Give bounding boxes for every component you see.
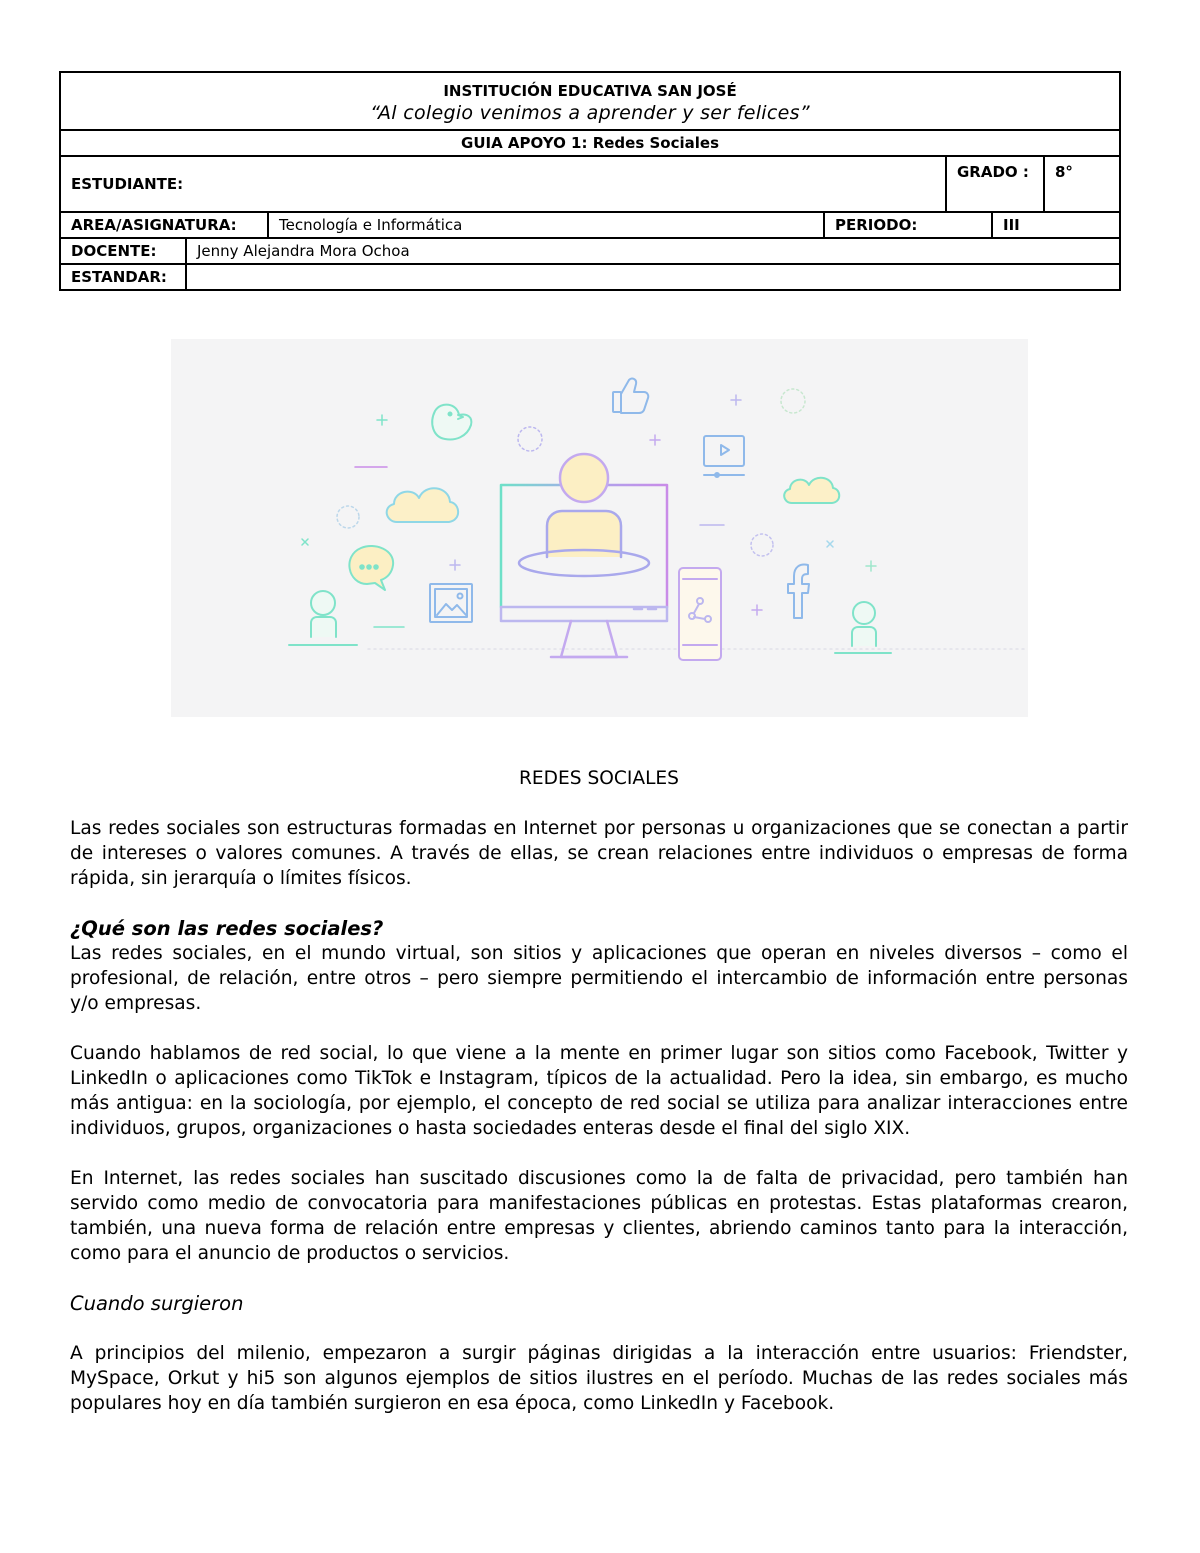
- paragraph-social-network: Cuando hablamos de red social, lo que viene a la mente en primer lugar son sitios como Facebook, Twitter y LinkedIn o aplicaciones como TikTok e Instagram, típicos de la actualidad. Pero la idea, sin embargo, es mucho más antigua: en la sociología, por ejemplo, el concepto de red social se utiliza para analizar interacciones entre individuos, grupos, organizaciones o hasta sociedades enteras desde el final del siglo XIX.: [70, 1043, 1128, 1139]
- question-heading-what: ¿Qué son las redes sociales?: [70, 917, 384, 940]
- user-icon: [289, 591, 357, 645]
- bird-icon: [432, 405, 471, 440]
- paragraph-millennium: A principios del milenio, empezaron a surgir páginas dirigidas a la interacción entre usuarios: Friendster, MySpace, Orkut y hi5 son algunos ejemplos de sitios ilustres en el período. Muchas de las redes sociales más populares hoy en día también surgieron en esa época, como LinkedIn y Facebook.: [70, 1343, 1128, 1414]
- social-media-illustration: [171, 339, 1028, 717]
- motto: “Al colegio venimos a aprender y ser felices”: [370, 102, 810, 124]
- header-table: [59, 71, 1121, 291]
- image-icon: [430, 584, 472, 622]
- paragraph-internet: En Internet, las redes sociales han suscitado discusiones como la de falta de privacidad, pero también han servido como medio de convocatoria para manifestaciones públicas en protestas. Estas plataformas crearon, también, una nueva forma de relación entre empresas y clientes, abriendo caminos tanto para la interacción, como para el anuncio de productos o servicios.: [70, 1168, 1128, 1264]
- section-title: REDES SOCIALES: [519, 768, 679, 789]
- grade-value: 8°: [1044, 156, 1120, 212]
- title-cell: [60, 72, 1120, 130]
- area-value: Tecnología e Informática: [268, 212, 824, 238]
- facebook-icon: [788, 564, 809, 618]
- teacher-value: Jenny Alejandra Mora Ochoa: [186, 238, 1120, 264]
- teacher-label: DOCENTE:: [60, 238, 186, 264]
- cloud-icon: [784, 478, 839, 503]
- institution-name: INSTITUCIÓN EDUCATIVA SAN JOSÉ: [443, 82, 737, 100]
- intro-paragraph: Las redes sociales son estructuras formadas en Internet por personas u organizaciones que se conectan a partir de intereses o valores comunes. A través de ellas, se crean relaciones entre individuos o empresas de forma rápida, sin jerarquía o límites físicos.: [70, 818, 1128, 889]
- guide-title: GUIA APOYO 1: Redes Sociales: [60, 130, 1120, 156]
- chat-bubble-icon: [349, 546, 393, 590]
- period-label: PERIODO:: [824, 212, 992, 238]
- cloud-icon: [387, 488, 458, 522]
- main-content: [70, 766, 1128, 1416]
- smartphone-share-icon: [679, 568, 721, 660]
- question-heading-when: Cuando surgieron: [70, 1292, 244, 1315]
- standard-label: ESTANDAR:: [60, 264, 186, 290]
- grade-label: GRADO :: [946, 156, 1044, 212]
- thumbs-up-icon: [613, 379, 648, 413]
- user-icon: [835, 602, 891, 653]
- area-label: AREA/ASIGNATURA:: [60, 212, 268, 238]
- monitor-user-icon: [501, 454, 667, 657]
- standard-value: [186, 264, 1120, 290]
- video-icon: [704, 436, 744, 477]
- period-value: III: [992, 212, 1120, 238]
- student-label: ESTUDIANTE:: [71, 175, 184, 193]
- student-cell: [60, 156, 946, 212]
- what-paragraph: Las redes sociales, en el mundo virtual, son sitios y aplicaciones que operan en niveles diversos – como el profesional, de relación, entre otros – pero siempre permitiendo el intercambio de información entre personas y/o empresas.: [70, 943, 1128, 1014]
